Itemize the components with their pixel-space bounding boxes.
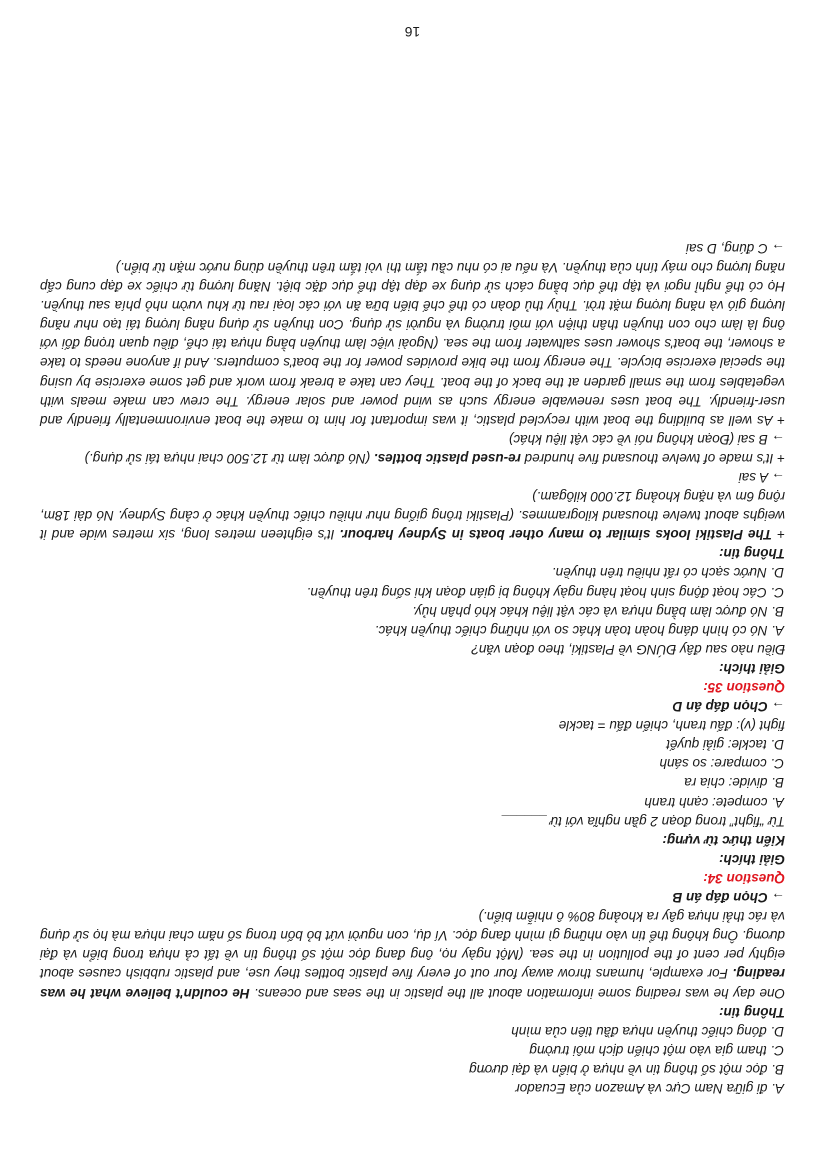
q35-info3-paragraph: + As well as building the boat with recycled plastic, it was important for him to make the boat environmentally friendly and user-friendly. The boat uses renewable energy such as wind power and solar energy. The crew can make meals with vegetables from the small garden at the back of the boat. They can take a break from work and get some exercise by using the special exercise bicycle. The energy from the bike provides power for the boat's computers. And if anyone needs to take a shower, the boat's shower uses saltwater from the sea. (Ngoài việc làm thuyền bằng nhựa tái chế, điều quan trọng đối với ông là làm cho con thuyền thân thiện với môi trường và người sử dụng. Con thuyền sử dụng năng lượng tái tạo như năng lượng gió và năng lượng mặt trời. Thủy thủ đoàn có thể chế biến bữa ăn với các loại rau từ khu vườn nhỏ phía sau thuyền. Họ có thể nghỉ ngơi và tập thể dục bằng cách sử dụng xe đạp tập thể dục đặc biệt. Năng lượng từ chiếc xe đạp cung cấp năng lượng cho máy tính của thuyền. Và nếu ai có nhu cầu tắm thì vòi tắm trên thuyền dùng nước mặn từ biển.) xyxy=(40,259,785,428)
q34-note: fight (v): đấu tranh, chiến đấu = tackle xyxy=(558,718,785,734)
q35-prompt: Điều nào sau đây ĐÚNG về Plastiki, theo đoạn văn? xyxy=(471,641,785,657)
q35-info1-result: → A sai xyxy=(738,470,785,485)
q35-info2-tail: (Nó được làm từ 12.500 chai nhựa tái sử dụng.) xyxy=(84,450,374,466)
q33-option-b: B. đọc một số thông tin về nhựa ở biển và đại dương xyxy=(469,1061,784,1077)
q35-info2-result: → B sai (Đoạn không nói về các vật liệu khác) xyxy=(508,431,785,447)
q34-option-a: A. compete: cạnh tranh xyxy=(644,794,784,810)
q33-info-label: Thông tin: xyxy=(719,1004,785,1020)
q35-option-c: C. Các hoạt động sinh hoạt hàng ngày không bị gián đoạn khi sống trên thuyền. xyxy=(306,584,784,600)
q35-info1-text: It's eighteen metres long, six metres wide and it weighs about twelve thousand kilogrammes. (Plastiki trông giống như nhiều chiếc thuyền khác ở cảng Sydney. Nó dài 18m, rộng 6m và nặng khoảng 12.000 kilôgam.) xyxy=(40,489,785,543)
q33-option-d: D. đóng chiếc thuyền nhựa đầu tiên của mình xyxy=(511,1023,784,1039)
q34-option-b: B. divide: chia ra xyxy=(684,775,784,791)
q35-info3-result: → C đúng, D sai xyxy=(685,240,785,256)
q34-explain-label: Giải thích: xyxy=(718,851,785,867)
q33-info-text-a: One day he was reading some information about all the plastic in the seas and oceans. xyxy=(249,985,785,1001)
q35-info2-paragraph xyxy=(40,449,785,468)
q35-title: Question 35: xyxy=(703,680,785,696)
q34-answer: → Chọn đáp án D xyxy=(672,699,785,715)
q34-option-d: D. tackle: giải quyết xyxy=(666,737,784,753)
q35-info-label: Thông tin: xyxy=(719,546,785,562)
q33-option-a: A. đi giữa Nam Cực và Amazon của Ecuador xyxy=(515,1081,784,1096)
q34-prompt: Từ “fight” trong đoạn 2 gần nghĩa với từ ______ xyxy=(500,813,785,829)
q35-option-b: B. Nó được làm bằng nhựa và các vật liệu khác khó phân hủy. xyxy=(412,603,784,619)
q35-option-d: D. Nước sạch có rất nhiều trên thuyền. xyxy=(551,565,784,581)
q34-vocab-label: Kiến thức từ vựng: xyxy=(662,832,785,848)
q35-option-a: A. Nó có hình dáng hoàn toàn khác so với những chiếc thuyền khác. xyxy=(374,622,784,638)
q33-info-bold: He couldn't believe what he was reading. xyxy=(40,966,785,1001)
q34-title: Question 34: xyxy=(703,870,785,886)
q33-info-text-b: For example, humans throw away four out of every five plastic bottles they use, and plastic rubbish causes about eighty per cent of the pollution in the sea. (Một ngày nọ, ông đang đọc một số thông tin về tất cả nhựa trong biển và đại dương. Ông không thể tin vào những gì mình đang đọc. Ví dụ, con người vứt bỏ bốn trong số năm chai nhựa mà họ sử dụng và rác thải nhựa gây ra khoảng 80% ô nhiễm biển.) xyxy=(40,909,785,982)
q35-info1-bold: The Plastiki looks similar to many other boats in Sydney harbour. xyxy=(339,527,773,543)
q35-info1-paragraph xyxy=(40,487,785,544)
q33-answer: → Chọn đáp án B xyxy=(672,890,785,906)
q33-info-paragraph xyxy=(40,907,785,1002)
q35-info2-bold: re-used plastic bottles. xyxy=(373,450,521,466)
page-number: 16 xyxy=(404,24,421,41)
q35-explain-label: Giải thích: xyxy=(718,660,785,676)
q35-info1-prefix: + xyxy=(772,527,785,543)
q33-option-c: C. tham gia vào một chiến dịch môi trường xyxy=(529,1042,784,1058)
q34-option-c: C. compare: so sánh xyxy=(659,756,784,772)
q35-info2-text: + It's made of twelve thousand five hundred xyxy=(520,450,785,466)
document-body xyxy=(40,239,785,1098)
